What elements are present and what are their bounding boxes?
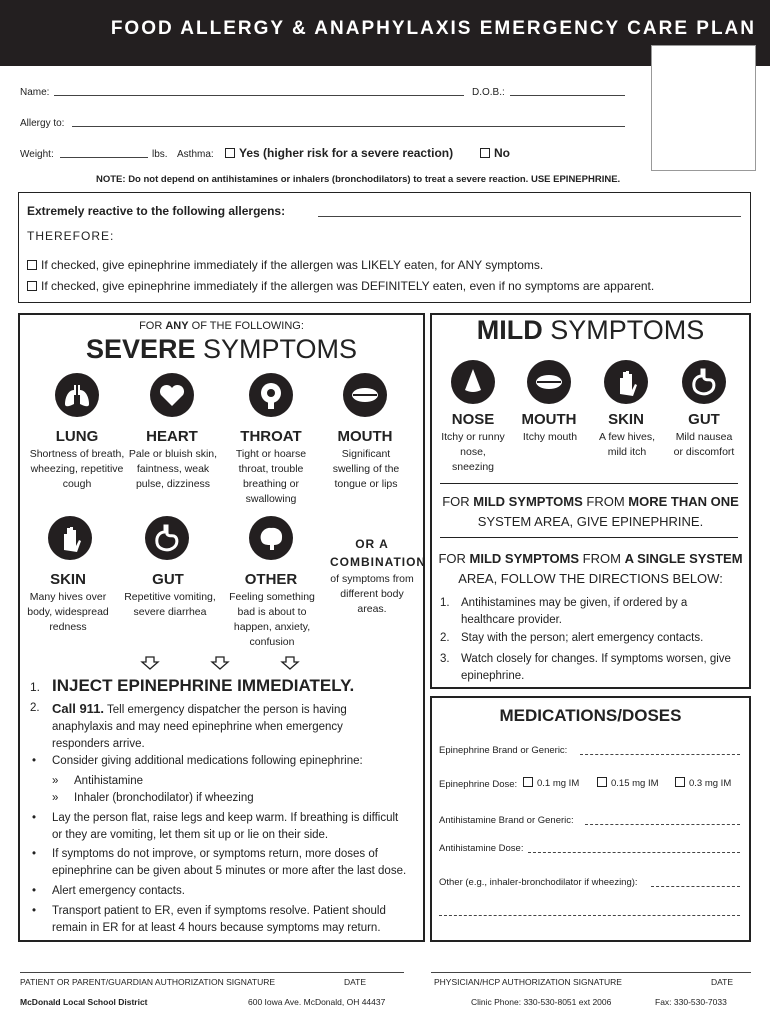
combination-title: OR A COMBINATION [330,537,427,569]
dose-01-label: 0.1 mg IM [537,778,580,789]
bullet: • [32,905,37,917]
allergens-field[interactable] [318,216,741,217]
bullet-alert: Alert emergency contacts. [52,885,185,897]
more-1: FOR [442,494,474,509]
asthma-yes-checkbox[interactable] [225,148,235,158]
dose-015-checkbox[interactable] [597,777,607,787]
antihistamine-dose-field[interactable] [528,852,740,853]
lungs-icon [55,373,99,417]
note-text: NOTE: Do not depend on antihistamines or inhalers (bronchodilators) to treat a severe reaction. USE EPINEPHRINE. [96,174,621,185]
down-arrow-icon [280,656,300,675]
bullet: • [32,848,37,860]
dob-field[interactable] [510,85,625,96]
more-than-one-text [430,492,751,532]
definitely-label: If checked, give epinephrine immediately if the allergen was DEFINITELY eaten, even if no symptoms are apparent. [41,279,655,293]
direction-number: 1. [440,597,450,609]
down-arrow-icon [210,656,230,675]
name-label: Name: [20,87,50,98]
single-2: MILD SYMPTOMS [469,551,580,566]
divider [440,483,738,484]
photo-box[interactable] [651,45,756,171]
asthma-yes-option[interactable] [225,146,453,160]
for-any-post: OF THE FOLLOWING: [188,320,304,332]
likely-checkbox[interactable] [27,260,37,270]
single-5: AREA, FOLLOW THE DIRECTIONS BELOW: [458,571,723,586]
epi-brand-field[interactable] [580,754,740,755]
dose-01-checkbox[interactable] [523,777,533,787]
single-1: FOR [438,551,470,566]
signature-line[interactable] [431,972,751,973]
page-title: FOOD ALLERGY & ANAPHYLAXIS EMERGENCY CARE PLAN [110,18,756,39]
bullet: • [32,885,37,897]
mild-mouth-desc: Itchy mouth [522,431,578,443]
asthma-yes-label: Yes (higher risk for a severe reaction) [239,146,454,160]
more-4: MORE THAN ONE [628,494,739,509]
for-any-bold: ANY [165,320,189,332]
more-3: FROM [582,494,629,509]
mild-title [430,315,751,346]
step2-number: 2. [30,702,40,714]
severe-heart-name: HEART [146,428,198,445]
asthma-no-checkbox[interactable] [480,148,490,158]
other-med-field[interactable] [651,886,740,887]
severe-mouth-desc: Significant swelling of the tongue or lips [332,448,400,490]
mild-nose-name: NOSE [451,411,495,428]
nose-icon [451,360,495,404]
district-address: 600 Iowa Ave. McDonald, OH 44437 [248,997,386,1007]
weight-field[interactable] [60,147,148,158]
patient-date-label: DATE [344,977,367,987]
severe-other-desc: Feeling something bad is about to happen, anxiety, confusion [229,591,315,648]
step1-text: INJECT EPINEPHRINE IMMEDIATELY. [52,676,355,695]
stomach-icon [145,516,189,560]
severe-title-rest: SYMPTOMS [195,334,358,364]
dose-015-label: 0.15 mg IM [611,778,659,789]
patient-signature-label: PATIENT OR PARENT/GUARDIAN AUTHORIZATION SIGNATURE [20,977,276,987]
likely-label: If checked, give epinephrine immediately if the allergen was LIKELY eaten, for ANY symptoms. [41,258,544,272]
sub-bullet: » [52,792,59,804]
epi-brand-label: Epinephrine Brand or Generic: [439,745,568,756]
brain-icon [249,516,293,560]
antihistamine-brand-label: Antihistamine Brand or Generic: [439,815,574,826]
for-any-text [18,320,425,332]
bullet-lay-flat: Lay the person flat, raise legs and keep warm. If breathing is difficult or they are vomiting, let them sit up or lie on their side. [52,812,399,841]
severe-lung-name: LUNG [55,428,99,445]
direction-number: 2. [440,632,450,644]
bullet-more-doses: If symptoms do not improve, or symptoms return, more doses of epinephrine can be given about 5 minutes or more after the last dose. [52,848,407,877]
allergy-field[interactable] [72,116,625,127]
therefore-label: THEREFORE: [27,229,115,243]
dose-03-option[interactable] [675,777,731,789]
direction-number: 3. [440,653,450,665]
down-arrow-icon [140,656,160,675]
signature-line[interactable] [20,972,404,973]
sub-antihistamine: Antihistamine [74,775,144,787]
mild-direction-2: Stay with the person; alert emergency contacts. [461,632,704,644]
asthma-label: Asthma: [177,149,214,160]
mild-title-bold: MILD [476,315,543,345]
bullet: • [32,812,37,824]
mild-mouth-name: MOUTH [521,411,577,428]
step2-text [52,700,397,753]
dose-015-option[interactable] [597,777,659,789]
severe-gut-desc: Repetitive vomiting, severe diarrhea [124,591,216,618]
definitely-checkbox[interactable] [27,281,37,291]
reactive-heading: Extremely reactive to the following allergens: [27,204,286,218]
for-any-pre: FOR [139,320,166,332]
step2-rest: Tell emergency dispatcher the person is having anaphylaxis and may need epinephrine when emergency responders arrive. [52,704,347,750]
severe-other-name: OTHER [244,571,298,588]
weight-label: Weight: [20,149,54,160]
mild-direction-1: Antihistamines may be given, if ordered by a healthcare provider. [461,597,688,626]
lbs-label: lbs. [152,149,168,160]
combination-desc: of symptoms from different body areas. [330,573,414,615]
allergy-label: Allergy to: [20,118,65,129]
severe-title-bold: SEVERE [85,334,196,364]
medications-title: MEDICATIONS/DOSES [499,706,682,725]
asthma-no-option[interactable] [480,146,510,160]
name-field[interactable] [54,85,464,96]
single-3: FROM [579,551,625,566]
heart-icon [150,373,194,417]
throat-icon [249,373,293,417]
stomach-icon [682,360,726,404]
severe-throat-desc: Tight or hoarse throat, trouble breathing or swallowing [235,448,307,505]
more-2: MILD SYMPTOMS [473,494,583,509]
option-likely[interactable] [27,258,543,272]
severe-heart-desc: Pale or bluish skin, faintness, weak pulse, dizziness [128,448,218,490]
mouth-icon [343,373,387,417]
mild-nose-desc: Itchy or runny nose, sneezing [441,431,505,473]
mild-title-rest: SYMPTOMS [542,315,705,345]
bullet: • [32,755,37,767]
mild-direction-3: Watch closely for changes. If symptoms worsen, give epinephrine. [461,653,731,682]
other-med-field-2[interactable] [439,915,740,916]
clinic-phone: Clinic Phone: 330-530-8051 ext 2006 [471,997,612,1007]
mild-gut-name: GUT [688,411,720,428]
severe-title [18,334,425,365]
dob-label: D.O.B.: [472,87,505,98]
sub-bullet: » [52,775,59,787]
physician-signature-label: PHYSICIAN/HCP AUTHORIZATION SIGNATURE [434,977,622,987]
severe-throat-name: THROAT [240,428,302,445]
mild-skin-desc: A few hives, mild itch [598,431,656,458]
bullet-consider: Consider giving additional medications following epinephrine: [52,755,363,767]
sub-inhaler: Inhaler (bronchodilator) if wheezing [74,792,254,804]
dose-01-option[interactable] [523,777,579,789]
step1-number: 1. [30,680,41,694]
mild-skin-name: SKIN [608,411,644,428]
dose-03-label: 0.3 mg IM [689,778,732,789]
epi-dose-label: Epinephrine Dose: [439,779,518,790]
bullet-transport: Transport patient to ER, even if symptoms resolve. Patient should remain in ER for at least 4 hours because symptoms may return. [52,905,386,934]
severe-gut-name: GUT [152,571,184,588]
step2-bold: Call 911. [52,701,105,716]
option-definitely[interactable] [27,279,654,293]
dose-03-checkbox[interactable] [675,777,685,787]
severe-skin-desc: Many hives over body, widespread redness [27,591,109,633]
antihistamine-dose-label: Antihistamine Dose: [439,843,524,854]
severe-lung-desc: Shortness of breath, wheezing, repetitive cough [29,448,125,490]
mild-gut-desc: Mild nausea or discomfort [673,431,735,458]
hand-icon [48,516,92,560]
physician-date-label: DATE [711,977,734,987]
divider [440,537,738,538]
severe-skin-name: SKIN [50,571,86,588]
single-4: A SINGLE SYSTEM [624,551,743,566]
hand-icon [604,360,648,404]
fax-number: Fax: 330-530-7033 [655,997,727,1007]
other-med-label: Other (e.g., inhaler-bronchodilator if wheezing): [439,877,638,888]
asthma-no-label: No [494,146,510,160]
more-5: SYSTEM AREA, GIVE EPINEPHRINE. [477,514,704,529]
antihistamine-brand-field[interactable] [585,824,740,825]
district-name: McDonald Local School District [20,997,148,1007]
single-system-text [430,549,751,589]
mouth-icon [527,360,571,404]
severe-mouth-name: MOUTH [337,428,393,445]
